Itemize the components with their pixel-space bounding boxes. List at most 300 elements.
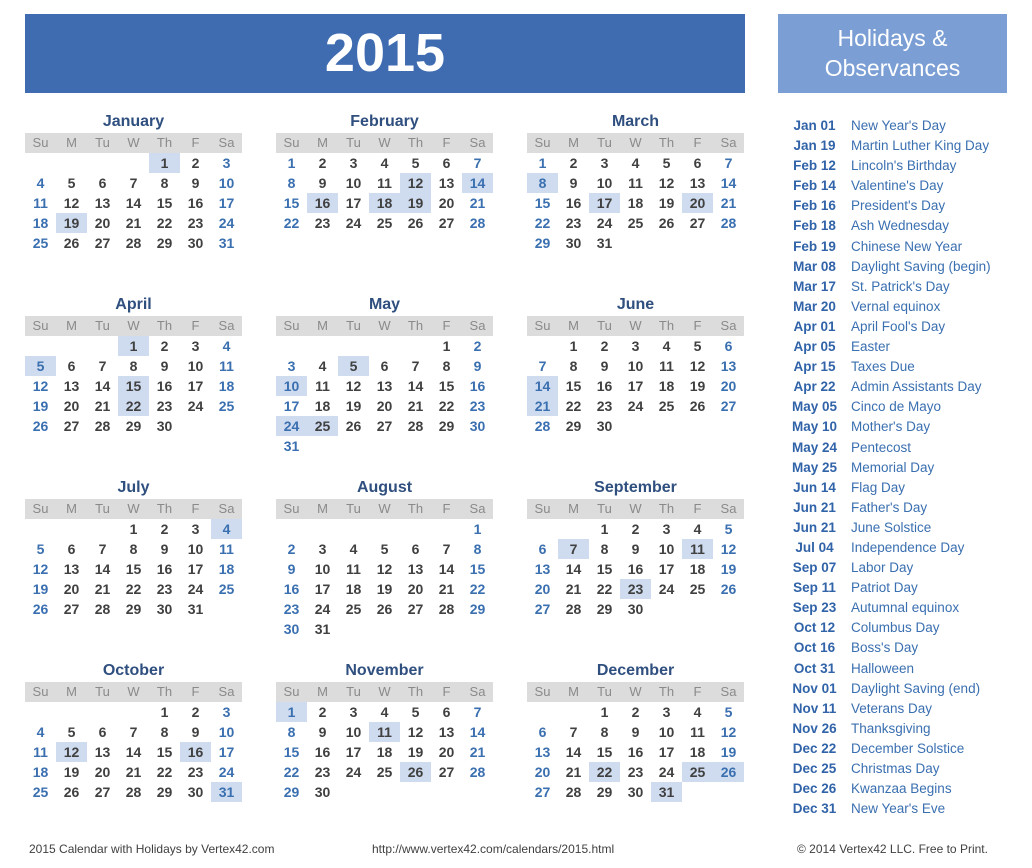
day-cell[interactable]: 12 bbox=[720, 724, 737, 740]
day-cell[interactable]: 11 bbox=[33, 195, 48, 211]
day-cell[interactable]: 14 bbox=[462, 173, 493, 193]
day-cell[interactable]: 9 bbox=[191, 175, 200, 191]
day-cell[interactable]: 9 bbox=[631, 724, 640, 740]
day-cell[interactable]: 19 bbox=[689, 378, 706, 394]
day-cell[interactable]: 8 bbox=[527, 173, 558, 193]
day-cell[interactable]: 22 bbox=[565, 398, 582, 414]
day-cell[interactable]: 21 bbox=[438, 581, 455, 597]
day-cell[interactable]: 1 bbox=[129, 521, 138, 537]
day-cell[interactable]: 14 bbox=[527, 376, 558, 396]
day-cell[interactable]: 6 bbox=[67, 541, 76, 557]
day-cell[interactable]: 3 bbox=[349, 704, 358, 720]
day-cell[interactable]: 23 bbox=[596, 398, 613, 414]
day-cell[interactable]: 4 bbox=[662, 338, 671, 354]
day-cell[interactable]: 28 bbox=[94, 601, 111, 617]
day-cell[interactable]: 3 bbox=[662, 704, 671, 720]
day-cell[interactable]: 5 bbox=[724, 704, 733, 720]
day-cell[interactable]: 22 bbox=[438, 398, 455, 414]
day-cell[interactable]: 23 bbox=[283, 601, 300, 617]
day-cell[interactable]: 18 bbox=[32, 215, 49, 231]
day-cell[interactable]: 22 bbox=[534, 215, 551, 231]
day-cell[interactable]: 20 bbox=[682, 193, 713, 213]
day-cell[interactable]: 29 bbox=[283, 784, 300, 800]
day-cell[interactable]: 20 bbox=[534, 581, 551, 597]
day-cell[interactable]: 29 bbox=[156, 235, 173, 251]
day-cell[interactable]: 16 bbox=[187, 195, 204, 211]
day-cell[interactable]: 22 bbox=[596, 581, 613, 597]
day-cell[interactable]: 29 bbox=[596, 601, 613, 617]
day-cell[interactable]: 13 bbox=[534, 561, 551, 577]
day-cell[interactable]: 28 bbox=[438, 601, 455, 617]
day-cell[interactable]: 28 bbox=[469, 215, 486, 231]
day-cell[interactable]: 18 bbox=[345, 581, 362, 597]
day-cell[interactable]: 29 bbox=[596, 784, 613, 800]
day-cell[interactable]: 8 bbox=[473, 541, 482, 557]
day-cell[interactable]: 17 bbox=[218, 195, 235, 211]
day-cell[interactable]: 7 bbox=[442, 541, 451, 557]
day-cell[interactable]: 23 bbox=[156, 581, 173, 597]
day-cell[interactable]: 22 bbox=[156, 215, 173, 231]
day-cell[interactable]: 16 bbox=[156, 378, 173, 394]
day-cell[interactable]: 24 bbox=[345, 764, 362, 780]
day-cell[interactable]: 30 bbox=[627, 601, 644, 617]
day-cell[interactable]: 27 bbox=[94, 784, 111, 800]
day-cell[interactable]: 3 bbox=[222, 704, 231, 720]
day-cell[interactable]: 14 bbox=[407, 378, 424, 394]
day-cell[interactable]: 8 bbox=[129, 541, 138, 557]
day-cell[interactable]: 9 bbox=[569, 175, 578, 191]
day-cell[interactable]: 30 bbox=[565, 235, 582, 251]
day-cell[interactable]: 14 bbox=[94, 561, 111, 577]
day-cell[interactable]: 26 bbox=[345, 418, 362, 434]
day-cell[interactable]: 8 bbox=[569, 358, 578, 374]
day-cell[interactable]: 1 bbox=[160, 704, 169, 720]
day-cell[interactable]: 15 bbox=[283, 744, 300, 760]
day-cell[interactable]: 28 bbox=[534, 418, 551, 434]
day-cell[interactable]: 24 bbox=[658, 581, 675, 597]
day-cell[interactable]: 21 bbox=[407, 398, 424, 414]
day-cell[interactable]: 2 bbox=[600, 338, 609, 354]
day-cell[interactable]: 6 bbox=[724, 338, 733, 354]
day-cell[interactable]: 24 bbox=[345, 215, 362, 231]
day-cell[interactable]: 21 bbox=[125, 215, 142, 231]
day-cell[interactable]: 27 bbox=[438, 764, 455, 780]
day-cell[interactable]: 21 bbox=[125, 764, 142, 780]
day-cell[interactable]: 16 bbox=[156, 561, 173, 577]
day-cell[interactable]: 15 bbox=[156, 744, 173, 760]
day-cell[interactable]: 6 bbox=[693, 155, 702, 171]
day-cell[interactable]: 1 bbox=[276, 702, 307, 722]
day-cell[interactable]: 29 bbox=[156, 784, 173, 800]
day-cell[interactable]: 9 bbox=[160, 358, 169, 374]
day-cell[interactable]: 20 bbox=[407, 581, 424, 597]
day-cell[interactable]: 9 bbox=[191, 724, 200, 740]
day-cell[interactable]: 20 bbox=[534, 764, 551, 780]
day-cell[interactable]: 19 bbox=[407, 744, 424, 760]
day-cell[interactable]: 26 bbox=[63, 784, 80, 800]
day-cell[interactable]: 2 bbox=[631, 521, 640, 537]
day-cell[interactable]: 2 bbox=[191, 704, 200, 720]
day-cell[interactable]: 20 bbox=[438, 744, 455, 760]
day-cell[interactable]: 4 bbox=[380, 704, 389, 720]
day-cell[interactable]: 9 bbox=[600, 358, 609, 374]
day-cell[interactable]: 5 bbox=[67, 724, 76, 740]
day-cell[interactable]: 15 bbox=[469, 561, 486, 577]
day-cell[interactable]: 27 bbox=[720, 398, 737, 414]
day-cell[interactable]: 2 bbox=[160, 338, 169, 354]
day-cell[interactable]: 28 bbox=[720, 215, 737, 231]
day-cell[interactable]: 20 bbox=[376, 398, 393, 414]
day-cell[interactable]: 4 bbox=[693, 521, 702, 537]
day-cell[interactable]: 10 bbox=[314, 561, 331, 577]
day-cell[interactable]: 13 bbox=[63, 561, 80, 577]
day-cell[interactable]: 28 bbox=[565, 784, 582, 800]
day-cell[interactable]: 19 bbox=[720, 561, 737, 577]
day-cell[interactable]: 9 bbox=[473, 358, 482, 374]
day-cell[interactable]: 6 bbox=[538, 541, 547, 557]
day-cell[interactable]: 2 bbox=[569, 155, 578, 171]
day-cell[interactable]: 19 bbox=[376, 581, 393, 597]
day-cell[interactable]: 18 bbox=[369, 193, 400, 213]
day-cell[interactable]: 9 bbox=[318, 175, 327, 191]
day-cell[interactable]: 16 bbox=[565, 195, 582, 211]
day-cell[interactable]: 18 bbox=[689, 561, 706, 577]
day-cell[interactable]: 28 bbox=[565, 601, 582, 617]
day-cell[interactable]: 16 bbox=[283, 581, 300, 597]
day-cell[interactable]: 26 bbox=[713, 762, 744, 782]
day-cell[interactable]: 4 bbox=[36, 724, 45, 740]
day-cell[interactable]: 26 bbox=[720, 581, 737, 597]
day-cell[interactable]: 26 bbox=[376, 601, 393, 617]
day-cell[interactable]: 17 bbox=[187, 378, 204, 394]
day-cell[interactable]: 22 bbox=[283, 215, 300, 231]
day-cell[interactable]: 10 bbox=[658, 541, 675, 557]
day-cell[interactable]: 16 bbox=[627, 744, 644, 760]
day-cell[interactable]: 7 bbox=[98, 541, 107, 557]
day-cell[interactable]: 19 bbox=[720, 744, 737, 760]
day-cell[interactable]: 4 bbox=[349, 541, 358, 557]
day-cell[interactable]: 19 bbox=[56, 213, 87, 233]
day-cell[interactable]: 21 bbox=[720, 195, 737, 211]
day-cell[interactable]: 13 bbox=[720, 358, 737, 374]
day-cell[interactable]: 7 bbox=[473, 704, 482, 720]
day-cell[interactable]: 14 bbox=[94, 378, 111, 394]
day-cell[interactable]: 17 bbox=[345, 744, 362, 760]
day-cell[interactable]: 25 bbox=[376, 215, 393, 231]
day-cell[interactable]: 17 bbox=[218, 744, 235, 760]
day-cell[interactable]: 29 bbox=[125, 418, 142, 434]
day-cell[interactable]: 7 bbox=[411, 358, 420, 374]
day-cell[interactable]: 3 bbox=[287, 358, 296, 374]
day-cell[interactable]: 31 bbox=[651, 782, 682, 802]
day-cell[interactable]: 14 bbox=[125, 195, 142, 211]
day-cell[interactable]: 23 bbox=[314, 764, 331, 780]
day-cell[interactable]: 22 bbox=[283, 764, 300, 780]
day-cell[interactable]: 12 bbox=[400, 173, 431, 193]
day-cell[interactable]: 11 bbox=[377, 175, 392, 191]
day-cell[interactable]: 24 bbox=[187, 581, 204, 597]
day-cell[interactable]: 6 bbox=[442, 155, 451, 171]
day-cell[interactable]: 10 bbox=[627, 358, 644, 374]
day-cell[interactable]: 7 bbox=[473, 155, 482, 171]
day-cell[interactable]: 3 bbox=[318, 541, 327, 557]
day-cell[interactable]: 28 bbox=[125, 235, 142, 251]
day-cell[interactable]: 7 bbox=[538, 358, 547, 374]
day-cell[interactable]: 31 bbox=[314, 621, 331, 637]
day-cell[interactable]: 27 bbox=[63, 418, 80, 434]
day-cell[interactable]: 14 bbox=[565, 744, 582, 760]
day-cell[interactable]: 28 bbox=[407, 418, 424, 434]
day-cell[interactable]: 3 bbox=[662, 521, 671, 537]
day-cell[interactable]: 1 bbox=[569, 338, 578, 354]
day-cell[interactable]: 4 bbox=[36, 175, 45, 191]
day-cell[interactable]: 7 bbox=[558, 539, 589, 559]
day-cell[interactable]: 21 bbox=[565, 581, 582, 597]
day-cell[interactable]: 12 bbox=[32, 378, 49, 394]
day-cell[interactable]: 17 bbox=[627, 378, 644, 394]
day-cell[interactable]: 2 bbox=[191, 155, 200, 171]
day-cell[interactable]: 4 bbox=[222, 338, 231, 354]
day-cell[interactable]: 19 bbox=[32, 398, 49, 414]
day-cell[interactable]: 5 bbox=[662, 155, 671, 171]
day-cell[interactable]: 29 bbox=[534, 235, 551, 251]
day-cell[interactable]: 17 bbox=[589, 193, 620, 213]
day-cell[interactable]: 31 bbox=[218, 235, 235, 251]
day-cell[interactable]: 2 bbox=[160, 521, 169, 537]
day-cell[interactable]: 4 bbox=[631, 155, 640, 171]
day-cell[interactable]: 12 bbox=[658, 175, 675, 191]
day-cell[interactable]: 17 bbox=[187, 561, 204, 577]
day-cell[interactable]: 13 bbox=[689, 175, 706, 191]
day-cell[interactable]: 20 bbox=[63, 581, 80, 597]
day-cell[interactable]: 11 bbox=[690, 724, 705, 740]
day-cell[interactable]: 1 bbox=[287, 155, 296, 171]
day-cell[interactable]: 9 bbox=[160, 541, 169, 557]
day-cell[interactable]: 7 bbox=[724, 155, 733, 171]
day-cell[interactable]: 8 bbox=[287, 724, 296, 740]
day-cell[interactable]: 1 bbox=[442, 338, 451, 354]
day-cell[interactable]: 10 bbox=[187, 358, 204, 374]
day-cell[interactable]: 18 bbox=[658, 378, 675, 394]
day-cell[interactable]: 3 bbox=[222, 155, 231, 171]
day-cell[interactable]: 23 bbox=[187, 215, 204, 231]
day-cell[interactable]: 27 bbox=[534, 784, 551, 800]
day-cell[interactable]: 23 bbox=[187, 764, 204, 780]
day-cell[interactable]: 2 bbox=[287, 541, 296, 557]
day-cell[interactable]: 10 bbox=[596, 175, 613, 191]
day-cell[interactable]: 29 bbox=[438, 418, 455, 434]
day-cell[interactable]: 15 bbox=[118, 376, 149, 396]
day-cell[interactable]: 21 bbox=[94, 398, 111, 414]
day-cell[interactable]: 9 bbox=[287, 561, 296, 577]
day-cell[interactable]: 10 bbox=[187, 541, 204, 557]
day-cell[interactable]: 10 bbox=[345, 175, 362, 191]
day-cell[interactable]: 20 bbox=[94, 215, 111, 231]
day-cell[interactable]: 5 bbox=[67, 175, 76, 191]
day-cell[interactable]: 19 bbox=[345, 398, 362, 414]
day-cell[interactable]: 18 bbox=[32, 764, 49, 780]
day-cell[interactable]: 20 bbox=[720, 378, 737, 394]
day-cell[interactable]: 14 bbox=[720, 175, 737, 191]
day-cell[interactable]: 12 bbox=[345, 378, 362, 394]
day-cell[interactable]: 5 bbox=[380, 541, 389, 557]
day-cell[interactable]: 29 bbox=[565, 418, 582, 434]
day-cell[interactable]: 28 bbox=[469, 764, 486, 780]
day-cell[interactable]: 15 bbox=[125, 561, 142, 577]
day-cell[interactable]: 20 bbox=[94, 764, 111, 780]
day-cell[interactable]: 12 bbox=[376, 561, 393, 577]
day-cell[interactable]: 11 bbox=[219, 358, 234, 374]
day-cell[interactable]: 13 bbox=[407, 561, 424, 577]
day-cell[interactable]: 8 bbox=[129, 358, 138, 374]
day-cell[interactable]: 30 bbox=[156, 418, 173, 434]
day-cell[interactable]: 31 bbox=[596, 235, 613, 251]
day-cell[interactable]: 6 bbox=[98, 175, 107, 191]
day-cell[interactable]: 4 bbox=[211, 519, 242, 539]
day-cell[interactable]: 23 bbox=[565, 215, 582, 231]
day-cell[interactable]: 25 bbox=[345, 601, 362, 617]
day-cell[interactable]: 8 bbox=[600, 724, 609, 740]
day-cell[interactable]: 27 bbox=[689, 215, 706, 231]
day-cell[interactable]: 23 bbox=[469, 398, 486, 414]
day-cell[interactable]: 4 bbox=[380, 155, 389, 171]
day-cell[interactable]: 9 bbox=[318, 724, 327, 740]
day-cell[interactable]: 30 bbox=[596, 418, 613, 434]
day-cell[interactable]: 15 bbox=[283, 195, 300, 211]
day-cell[interactable]: 16 bbox=[314, 744, 331, 760]
day-cell[interactable]: 3 bbox=[600, 155, 609, 171]
day-cell[interactable]: 10 bbox=[345, 724, 362, 740]
day-cell[interactable]: 4 bbox=[318, 358, 327, 374]
day-cell[interactable]: 11 bbox=[659, 358, 674, 374]
day-cell[interactable]: 26 bbox=[63, 235, 80, 251]
day-cell[interactable]: 10 bbox=[276, 376, 307, 396]
day-cell[interactable]: 15 bbox=[534, 195, 551, 211]
day-cell[interactable]: 1 bbox=[538, 155, 547, 171]
day-cell[interactable]: 14 bbox=[125, 744, 142, 760]
day-cell[interactable]: 13 bbox=[94, 195, 111, 211]
day-cell[interactable]: 18 bbox=[376, 744, 393, 760]
day-cell[interactable]: 24 bbox=[658, 764, 675, 780]
day-cell[interactable]: 11 bbox=[628, 175, 643, 191]
day-cell[interactable]: 25 bbox=[689, 581, 706, 597]
day-cell[interactable]: 18 bbox=[218, 378, 235, 394]
day-cell[interactable]: 28 bbox=[94, 418, 111, 434]
day-cell[interactable]: 25 bbox=[682, 762, 713, 782]
day-cell[interactable]: 11 bbox=[369, 722, 400, 742]
day-cell[interactable]: 18 bbox=[218, 561, 235, 577]
day-cell[interactable]: 12 bbox=[56, 742, 87, 762]
day-cell[interactable]: 30 bbox=[156, 601, 173, 617]
day-cell[interactable]: 25 bbox=[658, 398, 675, 414]
day-cell[interactable]: 6 bbox=[98, 724, 107, 740]
day-cell[interactable]: 13 bbox=[438, 724, 455, 740]
day-cell[interactable]: 2 bbox=[318, 155, 327, 171]
day-cell[interactable]: 26 bbox=[658, 215, 675, 231]
day-cell[interactable]: 23 bbox=[627, 764, 644, 780]
day-cell[interactable]: 9 bbox=[631, 541, 640, 557]
day-cell[interactable]: 21 bbox=[469, 744, 486, 760]
day-cell[interactable]: 11 bbox=[219, 541, 234, 557]
day-cell[interactable]: 24 bbox=[314, 601, 331, 617]
day-cell[interactable]: 16 bbox=[307, 193, 338, 213]
day-cell[interactable]: 23 bbox=[314, 215, 331, 231]
day-cell[interactable]: 20 bbox=[63, 398, 80, 414]
day-cell[interactable]: 12 bbox=[720, 541, 737, 557]
day-cell[interactable]: 21 bbox=[565, 764, 582, 780]
day-cell[interactable]: 6 bbox=[67, 358, 76, 374]
day-cell[interactable]: 2 bbox=[631, 704, 640, 720]
day-cell[interactable]: 22 bbox=[589, 762, 620, 782]
day-cell[interactable]: 31 bbox=[211, 782, 242, 802]
day-cell[interactable]: 11 bbox=[315, 378, 330, 394]
day-cell[interactable]: 14 bbox=[438, 561, 455, 577]
day-cell[interactable]: 22 bbox=[125, 581, 142, 597]
day-cell[interactable]: 24 bbox=[187, 398, 204, 414]
day-cell[interactable]: 22 bbox=[118, 396, 149, 416]
day-cell[interactable]: 15 bbox=[565, 378, 582, 394]
day-cell[interactable]: 3 bbox=[191, 521, 200, 537]
day-cell[interactable]: 26 bbox=[32, 601, 49, 617]
day-cell[interactable]: 30 bbox=[283, 621, 300, 637]
day-cell[interactable]: 8 bbox=[600, 541, 609, 557]
day-cell[interactable]: 11 bbox=[346, 561, 361, 577]
day-cell[interactable]: 16 bbox=[469, 378, 486, 394]
day-cell[interactable]: 6 bbox=[380, 358, 389, 374]
day-cell[interactable]: 30 bbox=[314, 784, 331, 800]
day-cell[interactable]: 21 bbox=[527, 396, 558, 416]
day-cell[interactable]: 7 bbox=[569, 724, 578, 740]
day-cell[interactable]: 11 bbox=[682, 539, 713, 559]
day-cell[interactable]: 30 bbox=[627, 784, 644, 800]
day-cell[interactable]: 27 bbox=[407, 601, 424, 617]
day-cell[interactable]: 7 bbox=[129, 175, 138, 191]
day-cell[interactable]: 12 bbox=[63, 195, 80, 211]
day-cell[interactable]: 5 bbox=[338, 356, 369, 376]
day-cell[interactable]: 23 bbox=[156, 398, 173, 414]
day-cell[interactable]: 12 bbox=[689, 358, 706, 374]
day-cell[interactable]: 13 bbox=[534, 744, 551, 760]
day-cell[interactable]: 24 bbox=[627, 398, 644, 414]
day-cell[interactable]: 5 bbox=[411, 704, 420, 720]
day-cell[interactable]: 1 bbox=[149, 153, 180, 173]
day-cell[interactable]: 21 bbox=[469, 195, 486, 211]
day-cell[interactable]: 10 bbox=[218, 175, 235, 191]
day-cell[interactable]: 21 bbox=[94, 581, 111, 597]
day-cell[interactable]: 25 bbox=[218, 581, 235, 597]
day-cell[interactable]: 13 bbox=[94, 744, 111, 760]
day-cell[interactable]: 11 bbox=[33, 744, 48, 760]
day-cell[interactable]: 12 bbox=[407, 724, 424, 740]
day-cell[interactable]: 25 bbox=[627, 215, 644, 231]
day-cell[interactable]: 17 bbox=[658, 744, 675, 760]
day-cell[interactable]: 17 bbox=[283, 398, 300, 414]
day-cell[interactable]: 17 bbox=[345, 195, 362, 211]
day-cell[interactable]: 29 bbox=[125, 601, 142, 617]
day-cell[interactable]: 2 bbox=[318, 704, 327, 720]
day-cell[interactable]: 3 bbox=[191, 338, 200, 354]
day-cell[interactable]: 30 bbox=[469, 418, 486, 434]
day-cell[interactable]: 1 bbox=[473, 521, 482, 537]
day-cell[interactable]: 8 bbox=[287, 175, 296, 191]
day-cell[interactable]: 31 bbox=[187, 601, 204, 617]
day-cell[interactable]: 18 bbox=[689, 744, 706, 760]
day-cell[interactable]: 7 bbox=[98, 358, 107, 374]
day-cell[interactable]: 26 bbox=[32, 418, 49, 434]
day-cell[interactable]: 16 bbox=[627, 561, 644, 577]
day-cell[interactable]: 24 bbox=[218, 215, 235, 231]
day-cell[interactable]: 5 bbox=[25, 356, 56, 376]
